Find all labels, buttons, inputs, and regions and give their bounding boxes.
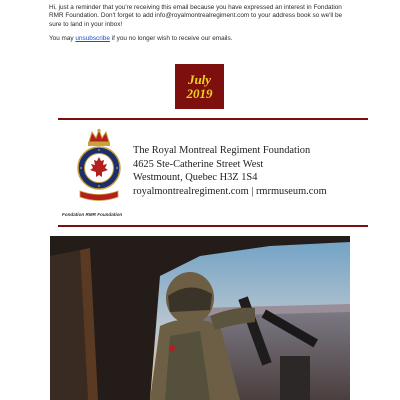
unsubscribe-suffix: if you no longer wish to receive our emails. — [109, 35, 233, 42]
org-street: 4625 Ste-Catherine Street West — [133, 158, 264, 170]
preheader-text: Hi, just a reminder that you're receiving this email because you have expressed an interest in Fondation RMR Foundation. Don't forget to add info@royalmontrealregiment.com to your address book so we'll be sure to land in your inbox! — [49, 4, 343, 28]
unsubscribe-line — [49, 35, 354, 43]
crest-caption: Fondation RMR Foundation — [62, 212, 123, 217]
issue-year: 2019 — [186, 85, 213, 101]
header-divider-top — [58, 118, 368, 120]
organization-address — [133, 144, 363, 198]
unsubscribe-link[interactable]: unsubscribe — [75, 35, 110, 42]
hero-photo-soldier-helicopter — [50, 236, 350, 400]
unsubscribe-prefix: You may — [49, 35, 76, 42]
issue-month: July — [187, 71, 212, 87]
header-divider-bottom — [58, 225, 368, 227]
issue-date-badge — [175, 64, 224, 109]
org-name: The Royal Montreal Regiment Foundation — [133, 145, 311, 156]
regiment-crest-icon — [74, 128, 124, 208]
org-city: Westmount, Quebec H3Z 1S4 — [133, 172, 258, 184]
org-websites: royalmontrealregiment.com | rmrmuseum.com — [133, 185, 327, 197]
